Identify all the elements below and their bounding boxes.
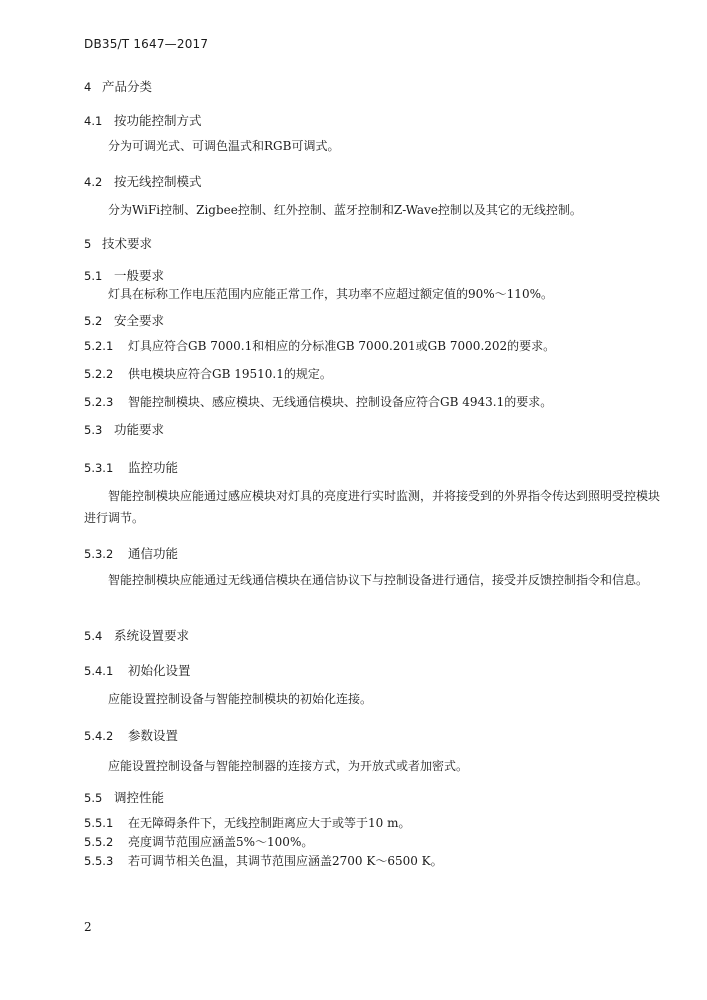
heading-title: 产品分类 [102,79,153,94]
document-code: DB35/T 1647—2017 [84,37,209,51]
heading-5-4-2 [84,726,178,744]
heading-5-3-2 [84,544,178,562]
paragraph-5-4-1: 应能设置控制设备与智能控制模块的初始化连接。 [108,692,373,706]
clause-text: 智能控制模块、感应模块、无线通信模块、控制设备应符合GB 4943.1的要求。 [128,395,553,409]
heading-title: 初始化设置 [128,663,191,678]
heading-number: 4.2 [84,175,103,189]
paragraph-5-3-1: 智能控制模块应能通过感应模块对灯具的亮度进行实时监测，并将接受到的外界指令传达到照明受控模块进行调节。 [84,489,661,525]
heading-5-3 [84,420,164,438]
clause-text: 亮度调节范围应涵盖5%～100%。 [128,835,314,849]
paragraph-5-4-2: 应能设置控制设备与智能控制器的连接方式，为开放式或者加密式。 [108,759,469,773]
heading-number: 5 [84,237,92,251]
heading-number: 5.2 [84,314,103,328]
heading-4-2 [84,172,202,190]
heading-4 [84,77,152,95]
heading-title: 通信功能 [128,546,179,561]
heading-5-4 [84,626,189,644]
heading-title: 监控功能 [128,460,179,475]
clause-number: 5.2.3 [84,395,114,409]
heading-number: 5.1 [84,269,103,283]
clause-text: 在无障碍条件下，无线控制距离应大于或等于10 m。 [128,816,411,830]
heading-number: 5.3.1 [84,461,114,475]
paragraph-5-1: 灯具在标称工作电压范围内应能正常工作，其功率不应超过额定值的90%～110%。 [108,287,553,301]
heading-5 [84,234,152,252]
clause-text: 供电模块应符合GB 19510.1的规定。 [128,367,332,381]
heading-number: 5.3.2 [84,547,114,561]
heading-number: 5.3 [84,423,103,437]
heading-number: 5.5 [84,791,103,805]
heading-5-4-1 [84,661,191,679]
heading-number: 5.4.2 [84,729,114,743]
clause-5-2-2 [84,365,332,382]
clause-5-5-1 [84,814,410,831]
heading-5-3-1 [84,458,178,476]
clause-number: 5.2.2 [84,367,114,381]
clause-text: 若可调节相关色温，其调节范围应涵盖2700 K～6500 K。 [128,854,443,868]
clause-5-2-3 [84,393,552,410]
clause-number: 5.2.1 [84,339,114,353]
heading-number: 4.1 [84,114,103,128]
clause-number: 5.5.3 [84,854,114,868]
heading-title: 功能要求 [114,422,165,437]
page-number: 2 [84,920,92,934]
heading-title: 一般要求 [114,268,165,283]
heading-number: 4 [84,80,92,94]
paragraph-5-3-2: 智能控制模块应能通过无线通信模块在通信协议下与控制设备进行通信，接受并反馈控制指令和信息。 [108,573,649,587]
heading-title: 调控性能 [114,790,165,805]
clause-5-2-1 [84,337,555,354]
clause-number: 5.5.2 [84,835,114,849]
heading-title: 技术要求 [102,236,153,251]
heading-title: 参数设置 [128,728,179,743]
heading-title: 安全要求 [114,313,165,328]
heading-5-2 [84,311,164,329]
clause-5-5-3 [84,852,443,869]
heading-number: 5.4 [84,629,103,643]
heading-4-1 [84,111,202,129]
heading-5-5 [84,788,164,806]
heading-title: 按功能控制方式 [114,113,202,128]
clause-text: 灯具应符合GB 7000.1和相应的分标准GB 7000.201或GB 7000.202的要求。 [128,339,556,353]
heading-title: 按无线控制模式 [114,174,202,189]
clause-number: 5.5.1 [84,816,114,830]
clause-5-5-2 [84,833,313,850]
heading-title: 系统设置要求 [114,628,190,643]
heading-number: 5.4.1 [84,664,114,678]
heading-5-1 [84,266,164,284]
paragraph-4-1: 分为可调光式、可调色温式和RGB可调式。 [108,139,340,153]
paragraph-4-2: 分为WiFi控制、Zigbee控制、红外控制、蓝牙控制和Z-Wave控制以及其它的无线控制。 [108,203,582,217]
